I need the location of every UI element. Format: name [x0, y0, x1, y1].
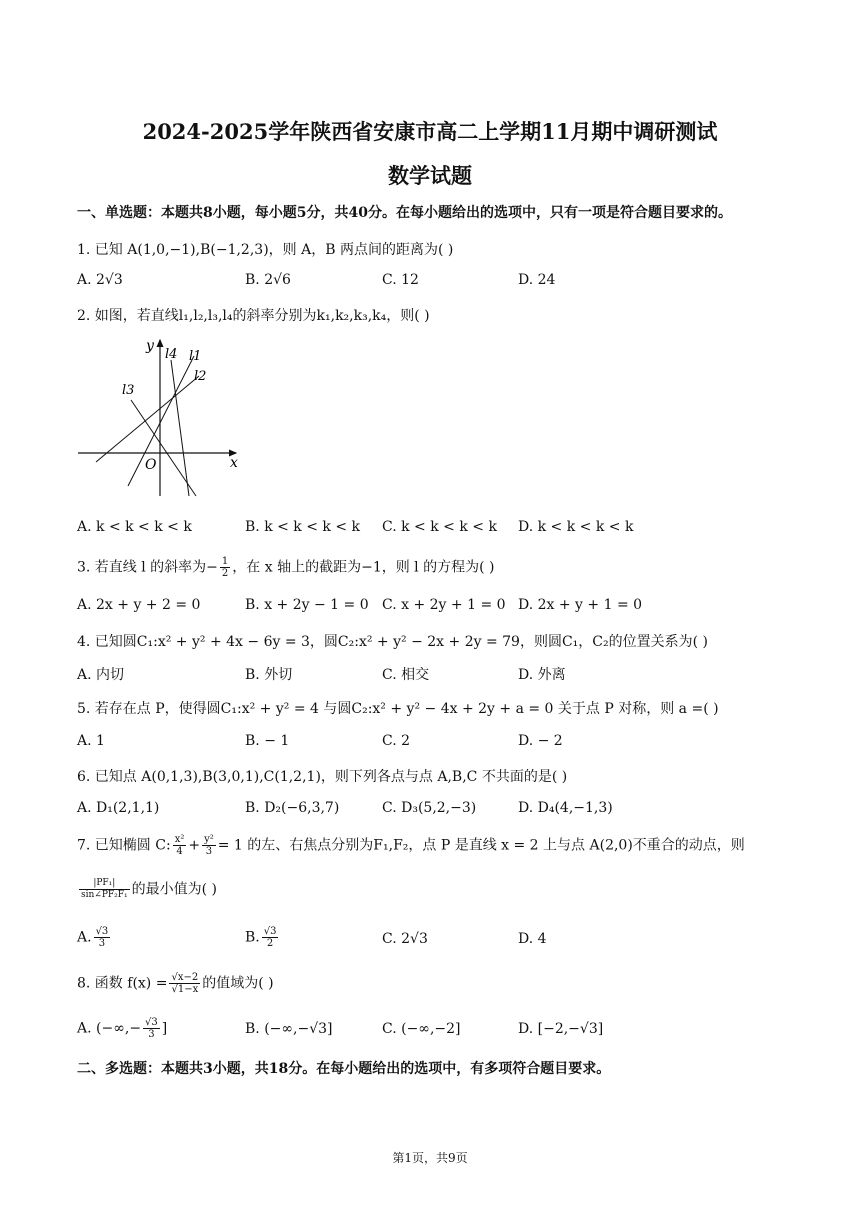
- question-7-ratio: [79, 878, 130, 901]
- option-fraction: [94, 926, 111, 949]
- question-8-option-d: D. [−2,−√3]: [518, 1021, 604, 1037]
- question-3-stem: [77, 556, 494, 579]
- question-2-option-a: A. k < k < k < k: [77, 519, 192, 535]
- question-3-stem-prefix: 3. 若直线 l 的斜率为−: [77, 559, 218, 576]
- question-8-option-c: C. (−∞,−2]: [382, 1021, 461, 1037]
- question-7-line2-suffix: 的最小值为( ): [131, 881, 217, 898]
- page-footer: 第1页，共9页: [392, 1151, 468, 1165]
- section-2-header: 二、多选题：本题共3小题，共18分。在每小题给出的选项中，有多项符合题目要求。: [77, 1061, 611, 1077]
- question-2-option-b: B. k < k < k < k: [245, 519, 361, 535]
- question-8-stem: [77, 972, 274, 995]
- question-6-stem: 6. 已知点 A(0,1,3),B(3,0,1),C(1,2,1)，则下列各点与点 A,B,C 不共面的是( ): [77, 769, 568, 785]
- label-l1: l1: [189, 349, 202, 364]
- question-6-option-b: B. D₂(−6,3,7): [245, 800, 340, 816]
- question-7-stem-prefix: 7. 已知椭圆 C:: [77, 837, 171, 854]
- question-5-option-a: A. 1: [77, 733, 105, 749]
- question-3-option-d: D. 2x + y + 1 = 0: [518, 597, 643, 613]
- question-4-option-a: A. 内切: [77, 667, 125, 683]
- option-fraction: [143, 1017, 160, 1040]
- origin-label: O: [145, 457, 157, 473]
- question-7-stem: [77, 834, 745, 857]
- y-axis-label: y: [146, 338, 154, 354]
- fraction-denominator: 3: [98, 938, 106, 949]
- question-1-option-a: A. 2√3: [77, 272, 123, 288]
- fraction-numerator: 1: [221, 556, 229, 567]
- question-8-option-b: B. (−∞,−√3]: [245, 1021, 333, 1037]
- question-7-stem-line2: [77, 878, 217, 901]
- fraction-numerator: √3: [145, 1017, 158, 1028]
- line-l1: [128, 356, 194, 486]
- option-suffix: ]: [161, 1020, 168, 1037]
- line-l2: [96, 376, 199, 462]
- question-2-figure: [76, 336, 252, 500]
- question-5-option-c: C. 2: [382, 733, 411, 749]
- fraction-denominator: √1−x: [171, 984, 199, 995]
- line-l3: [131, 400, 196, 496]
- question-7-option-b: [245, 926, 280, 949]
- question-4-option-b: B. 外切: [245, 667, 293, 683]
- question-7-option-a: [77, 926, 112, 949]
- page-subtitle: 数学试题: [388, 163, 472, 188]
- question-5-stem: 5. 若存在点 P，使得圆C₁:x² + y² = 4 与圆C₂:x² + y² − 4x + 2y + a = 0 关于点 P 对称，则 a =( ): [77, 701, 719, 717]
- question-2-option-c: C. k < k < k < k: [382, 519, 497, 535]
- question-6-option-d: D. D₄(4,−1,3): [518, 800, 613, 816]
- question-3-fraction: [220, 556, 230, 579]
- fraction-denominator: 2: [221, 568, 229, 579]
- question-5-option-d: D. − 2: [518, 733, 563, 749]
- question-5-option-b: B. − 1: [245, 733, 290, 749]
- option-letter: B.: [245, 929, 260, 946]
- page-title: 2024-2025学年陕西省安康市高二上学期11月期中调研测试: [142, 119, 718, 144]
- question-8-stem-suffix: 的值域为( ): [202, 975, 274, 992]
- line-l4: [171, 360, 189, 496]
- plus-sign: +: [188, 837, 201, 854]
- fraction-denominator: 2: [266, 938, 274, 949]
- question-8-stem-prefix: 8. 函数 f(x) =: [77, 975, 168, 992]
- question-6-option-c: C. D₃(5,2,−3): [382, 800, 477, 816]
- question-8-option-a: [77, 1017, 167, 1040]
- question-4-option-c: C. 相交: [382, 667, 430, 683]
- fraction-numerator: |PF₁|: [79, 878, 130, 890]
- question-1-option-b: B. 2√6: [245, 272, 291, 288]
- question-2-stem: 2. 如图，若直线l₁,l₂,l₃,l₄的斜率分别为k₁,k₂,k₃,k₄，则( ): [77, 308, 430, 324]
- question-4-option-d: D. 外离: [518, 667, 566, 683]
- fraction-denominator: 4: [176, 846, 183, 857]
- question-8-fraction: [169, 972, 200, 995]
- label-l2: l2: [194, 369, 207, 384]
- fraction-denominator: sin∠PF₂F₁: [81, 890, 128, 900]
- fraction-numerator: √x−2: [171, 972, 199, 983]
- question-4-stem: 4. 已知圆C₁:x² + y² + 4x − 6y = 3，圆C₂:x² + y² − 2x + 2y = 79，则圆C₁，C₂的位置关系为( ): [77, 634, 708, 650]
- question-3-option-a: A. 2x + y + 2 = 0: [77, 597, 201, 613]
- fraction-numerator: y²: [204, 834, 214, 845]
- option-letter: A.: [77, 929, 92, 946]
- question-7-stem-suffix: = 1 的左、右焦点分别为F₁,F₂，点 P 是直线 x = 2 上与点 A(2,0)不重合的动点，则: [217, 837, 745, 854]
- question-7-fraction-x: [173, 834, 187, 857]
- fraction-denominator: 3: [205, 846, 213, 857]
- label-l3: l3: [122, 383, 135, 398]
- question-3-option-b: B. x + 2y − 1 = 0: [245, 597, 369, 613]
- question-3-stem-suffix: ，在 x 轴上的截距为−1，则 l 的方程为( ): [232, 559, 495, 576]
- section-1-header: 一、单选题：本题共8小题，每小题5分，共40分。在每小题给出的选项中，只有一项是符合题目要求的。: [77, 205, 732, 221]
- question-1-stem: 1. 已知 A(1,0,−1),B(−1,2,3)，则 A，B 两点间的距离为( ): [77, 242, 454, 258]
- option-prefix: A. (−∞,−: [77, 1020, 142, 1037]
- question-7-fraction-y: [202, 834, 216, 857]
- fraction-numerator: √3: [95, 926, 109, 937]
- x-axis-label: x: [230, 455, 238, 471]
- label-l4: l4: [165, 347, 178, 362]
- question-7-option-c: C. 2√3: [382, 931, 428, 947]
- question-6-option-a: A. D₁(2,1,1): [77, 800, 160, 816]
- question-1-option-c: C. 12: [382, 272, 419, 288]
- question-1-option-d: D. 24: [518, 272, 556, 288]
- question-7-option-d: D. 4: [518, 931, 547, 947]
- fraction-numerator: x²: [174, 834, 185, 845]
- option-fraction: [262, 926, 279, 949]
- question-2-option-d: D. k < k < k < k: [518, 519, 634, 535]
- question-3-option-c: C. x + 2y + 1 = 0: [382, 597, 506, 613]
- fraction-denominator: 3: [148, 1029, 155, 1040]
- fraction-numerator: √3: [263, 926, 277, 937]
